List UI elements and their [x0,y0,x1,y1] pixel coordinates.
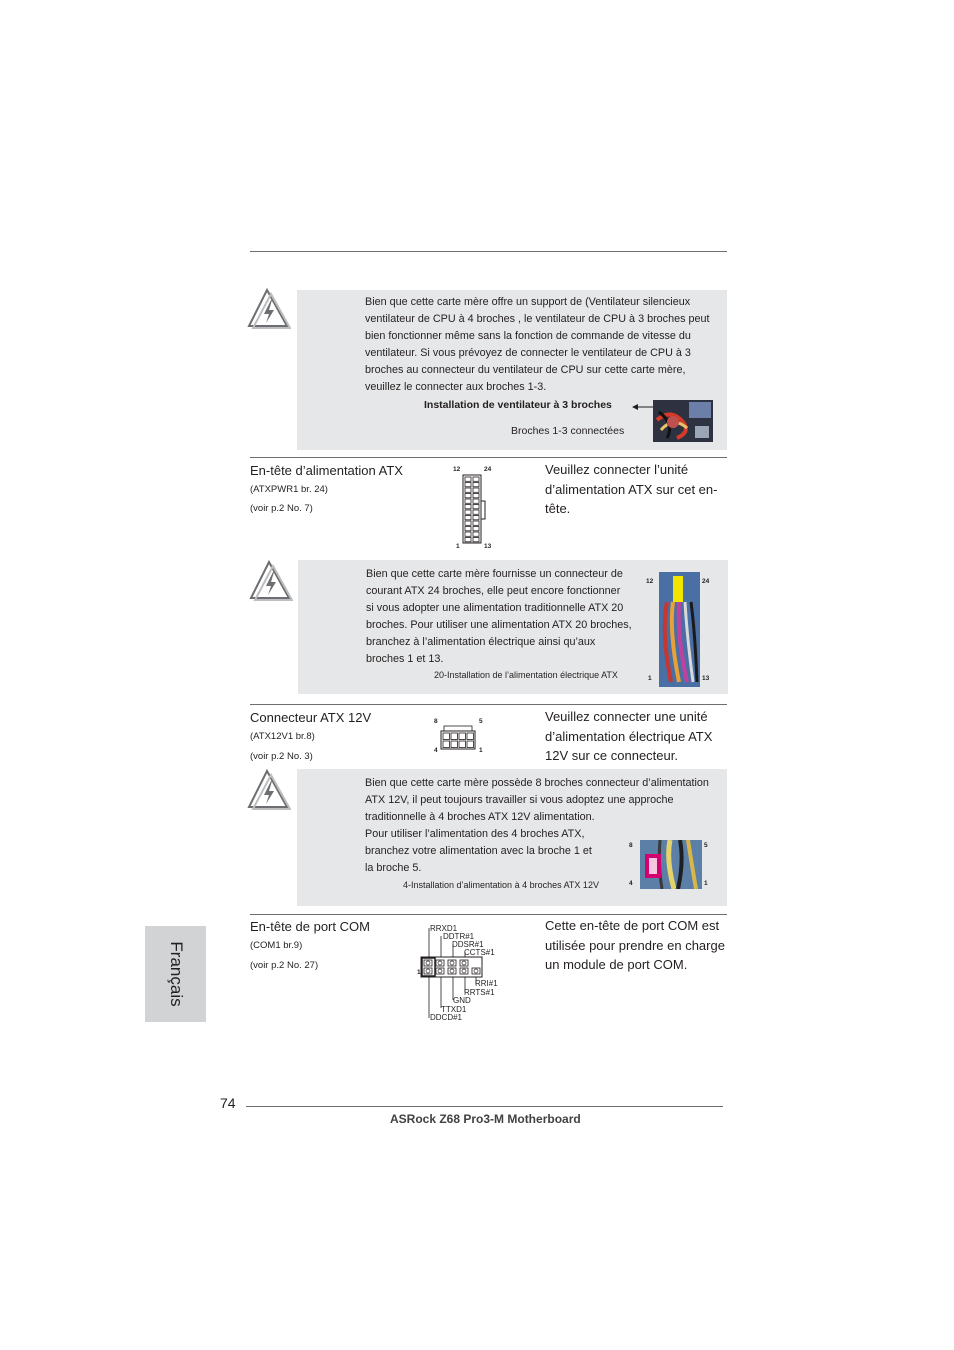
pin-label: 1 [479,747,483,754]
pin-label: 5 [704,842,708,849]
atx12v-see: (voir p.2 No. 3) [250,751,313,762]
warning-icon [247,769,291,811]
com-pin-label: DDSR#1 [452,940,484,949]
pin-label: 8 [629,842,633,849]
com-pin-label: DDCD#1 [430,1013,463,1022]
com-ref: (COM1 br.9) [250,940,303,951]
com-pin-label: RRI#1 [475,979,498,988]
language-tab-label: Français [166,941,186,1007]
com-title: En-tête de port COM [250,919,370,934]
pin-label: 4 [434,747,438,754]
com-pin-label: RRTS#1 [464,988,495,997]
atx-power-see: (voir p.2 No. 7) [250,503,313,514]
pin-label: 24 [702,578,710,585]
cpu-fan-note-text: Bien que cette carte mère offre un support de (Ventilateur silencieux ventilateur de CPU à 4 broches , le ventilateur de CPU à 3 broches peut bien fonctionner même sans la fonction de commande de vitesse du ventilateur. Si vous prévoyez de connecter le ventilateur de CPU à 3 broches au connecteur du ventilateur de CPU sur cette carte mère, veuillez le connecter aux broches 1-3. [365,296,710,393]
com-pin-label: DDTR#1 [443,932,475,941]
warning-icon [249,560,293,602]
pin-label: 13 [484,543,492,550]
atx12v-pin-diagram [440,725,476,751]
pin-label: 13 [702,675,710,682]
com-pin-label: RRXD1 [430,924,458,933]
atx12v-connector-photo [640,840,702,889]
atx-note-text: Bien que cette carte mère fournisse un connecteur de courant ATX 24 broches, elle peut encore fonctionner si vous adopter une alimentation traditionnelle ATX 20 broches. Pour utiliser une alimentation ATX 20 broches, branchez à l’alimentation électrique ainsi qu’aux broches 1 et 13. [366,568,632,665]
atx12v-note-caption: 4-Installation d’alimentation à 4 broches ATX 12V [403,880,599,890]
atx12v-title: Connecteur ATX 12V [250,710,372,725]
arrow-left-icon [632,403,654,411]
footer-rule [246,1106,723,1107]
pin-label: 1 [648,675,652,682]
pin-label: 12 [646,578,654,585]
footer-product: ASRock Z68 Pro3-M Motherboard [390,1112,581,1126]
section-rule [250,914,727,915]
atx-note-caption: 20-Installation de l’alimentation électrique ATX [434,670,618,680]
section-rule [250,704,727,705]
section-rule [250,457,727,458]
com-pin-diagram [420,926,492,1022]
pin-label: 24 [484,466,492,473]
pin-label: 1 [456,543,460,550]
warning-icon [247,288,291,330]
atx-power-ref: (ATXPWR1 br. 24) [250,484,328,495]
atx12v-ref: (ATX12V1 br.8) [250,731,315,742]
pin-label: 1 [417,969,421,976]
atx-connector-photo [659,572,700,687]
pin-label: 12 [453,466,461,473]
pin-label: 8 [434,718,438,725]
pin-label: 5 [479,718,483,725]
page-number: 74 [220,1095,236,1111]
com-desc: Cette en-tête de port COM est utilisée pour prendre en charge un module de port COM. [545,918,725,972]
com-pin-label: TTXD1 [441,1005,467,1014]
pin-label: 4 [629,880,633,887]
atx-power-title: En-tête d’alimentation ATX [250,463,403,478]
atx-power-desc: Veuillez connecter l’unité d’alimentation ATX sur cet en- tête. [545,462,718,516]
fan-install-label: Installation de ventilateur à 3 broches [424,399,612,411]
atx24-pin-diagram [462,474,488,544]
top-rule [250,251,727,252]
language-tab [145,926,206,1022]
atx12v-desc: Veuillez connecter une unité d’alimentation électrique ATX 12V sur ce connecteur. [545,709,713,763]
pins-connected-label: Broches 1-3 connectées [511,425,625,437]
pin-label: 1 [704,880,708,887]
com-pin-label: GND [453,996,471,1005]
com-see: (voir p.2 No. 27) [250,960,319,971]
atx12v-note-text: Bien que cette carte mère possède 8 broches connecteur d’alimentation ATX 12V, il peut toujours travailler si vous adoptez une approche traditionnelle à 4 broches ATX 12V alimentation. Pour utiliser l’alimentation des 4 broches ATX, branchez votre alimentation avec la broche 1 et la broche 5. [365,777,709,874]
fan-connector-photo [653,400,713,442]
com-pin-label: CCTS#1 [464,948,495,957]
